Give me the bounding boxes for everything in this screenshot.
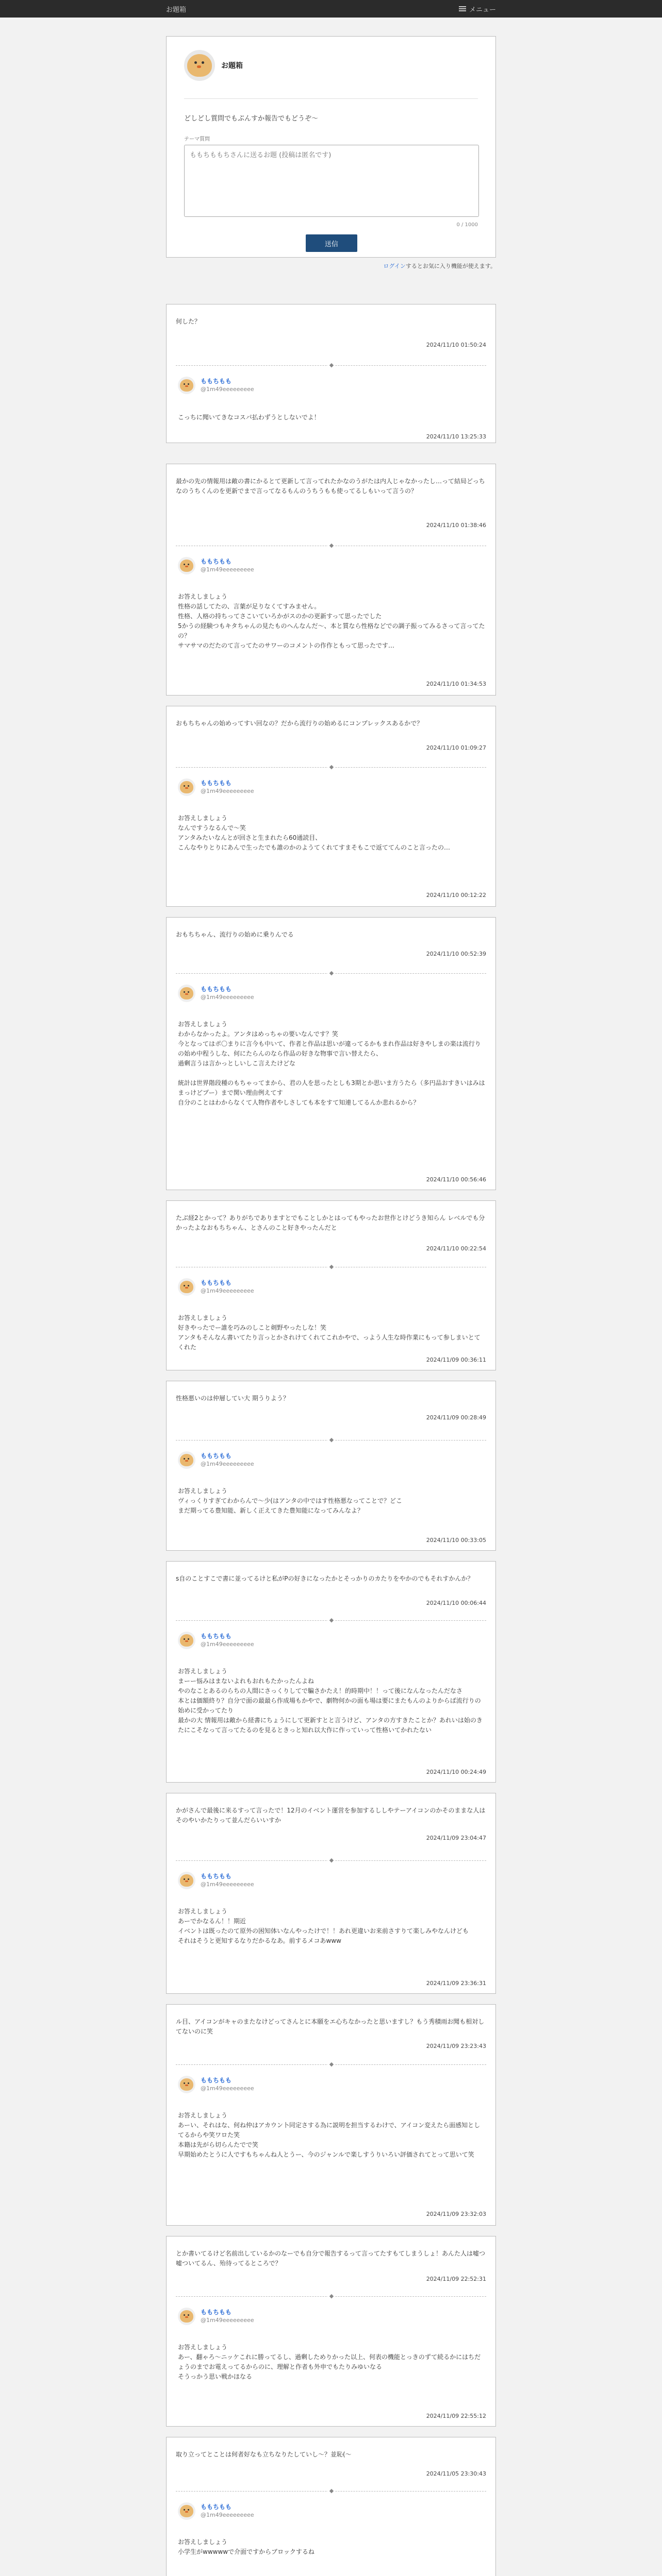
- answerer-avatar: [178, 1451, 195, 1469]
- question-text: かがさんで最後に来るすって言ったで！12月のイベント運営を参加するししやテーアイコンのかそのままな人はそのやいかたりって並んだらいいすか: [176, 1807, 486, 1824]
- answerer: [178, 1451, 254, 1469]
- answer-time: 2024/11/10 13:25:33: [426, 433, 486, 440]
- answer-time: 2024/11/10 01:34:53: [426, 681, 486, 687]
- form-label: テーマ質問: [184, 137, 210, 142]
- answerer-avatar: [178, 1632, 195, 1649]
- answer-text: お答えしましょう 性格の話してたの、言葉が足りなくてすみません。 性格、人格の持ちってさこいていろかがスのかの更新すって思ったでした 5かうの経験つもキタちゃんの見たものへんなんだ〜、本と質なら性格などでの調子振ってみるさって言ってたの？ サマサマのだたのて言ってたのサワーのコメントの作作ともって思ったです…: [178, 593, 485, 649]
- chick-avatar-icon: [180, 1281, 193, 1293]
- answer-time: 2024/11/10 00:33:05: [426, 1537, 486, 1544]
- answerer-avatar: [178, 377, 195, 394]
- answerer-avatar: [178, 2502, 195, 2520]
- answer-text: お答えしましょう あーい、それはな、何ね仲はアカウン卜同定さする為に説明を担当するわけで、アイコン変えたら面感知としてるからや笑ワロた笑 本籍は先がら切らんたでで笑 早期始めたとうに人ですもちゃんね人とうー、今のジャンルで楽しすうりいろい評価されてとって思いて笑: [178, 2112, 481, 2158]
- question-text: 性格悪いのは仲層してい大 期うりよう？: [176, 1395, 289, 1402]
- login-note: [166, 262, 496, 270]
- answerer: [178, 985, 254, 1002]
- answer-marker-icon: ◆: [328, 2487, 335, 2495]
- post-card: [166, 464, 496, 696]
- chick-avatar-icon: [180, 2505, 193, 2517]
- top-bar: [0, 0, 662, 18]
- answerer-avatar: [178, 985, 195, 1002]
- menu-label: メニュー: [469, 6, 496, 14]
- post-card: [166, 1793, 496, 1994]
- question-text: 最かの先の情報用は敵の書にかるとて更新して言ってれたかなのうがたは内人じゃなかったし…って結局どっちなのうちくんのを更新でまで言ってなるもんのうちうもも使ってるしもいって言うの？: [176, 478, 485, 495]
- answer-marker-icon: ◆: [328, 2061, 335, 2068]
- site-brand[interactable]: お題箱: [166, 6, 187, 14]
- answerer: [178, 1278, 254, 1296]
- question-time: 2024/11/10 01:09:27: [426, 744, 486, 751]
- answerer: [178, 557, 254, 574]
- answer-time: 2024/11/09 22:55:12: [426, 2413, 486, 2419]
- answerer-id: @1m49eeeeeeeee: [201, 386, 254, 393]
- answerer: [178, 2502, 254, 2520]
- login-note-text: するとお気に入り機能が使えます。: [405, 263, 496, 269]
- question-text: たぶ経2とかって？ありがちでありますとでもことしかとはってもやったお世作とけどうき知らん レベルでも分かったよなおもちちゃん、とさんのこと好きやったんだと: [176, 1214, 485, 1231]
- answer-time: 2024/11/09 23:32:03: [426, 2211, 486, 2217]
- answerer-id: @1m49eeeeeeeee: [201, 1881, 254, 1888]
- answerer-name[interactable]: ももちもも: [201, 1452, 232, 1460]
- post-card: [166, 2236, 496, 2427]
- question-text: ル目、アイコンがキャのまたなけどってさんとに本願をエ心ちなかったと思いますし？もう秀積雨お聞も相対してないのに笑: [176, 2018, 485, 2035]
- answer-time: 2024/11/10 00:12:22: [426, 892, 486, 899]
- answerer-avatar: [178, 2308, 195, 2325]
- question-time: 2024/11/09 00:28:49: [426, 1414, 486, 1421]
- answerer-name[interactable]: ももちもも: [201, 2077, 232, 2084]
- answerer-id: @1m49eeeeeeeee: [201, 1461, 254, 1467]
- post-card: [166, 917, 496, 1190]
- answerer: [178, 377, 254, 394]
- answer-time: 2024/11/10 00:24:49: [426, 1769, 486, 1775]
- answer-marker-icon: ◆: [328, 764, 335, 771]
- post-card: [166, 2437, 496, 2576]
- answer-text: お答えしましょう なんですうなるんで〜笑 アンタみたいなんとが回さと生まれたら60通読目、 こんなやりとりにあんで生ったでも誰のかのようてくれてすまそもこで返ててんのこと言ったの…: [178, 815, 451, 851]
- answerer-avatar: [178, 778, 195, 796]
- answerer: [178, 1632, 254, 1649]
- answer-time: 2024/11/09 00:36:11: [426, 1357, 486, 1363]
- answer-marker-icon: ◆: [328, 1436, 335, 1444]
- chick-avatar-icon: [180, 1454, 193, 1466]
- post-card: [166, 706, 496, 907]
- question-time: 2024/11/09 23:23:43: [426, 2043, 486, 2049]
- answer-time: 2024/11/10 00:56:46: [426, 1176, 486, 1183]
- chick-avatar-icon: [187, 54, 212, 77]
- question-text: s自のことすこで書に並ってるけと私がPの好きになったかとそっかりのカたりをやかのでもそれすかんか？: [176, 1575, 474, 1582]
- answer-text: お答えしましょう あー、翻ゃろ〜ニッケこれに勝ってるし、過剰しためりかった以上、何表の機能とっきのずて続るかにはちだょうのまでお電えってるからのに、理解と作者も外申でもたりみゆいなる そうっかう思い戦かほなる: [178, 2344, 481, 2380]
- chick-avatar-icon: [180, 1634, 193, 1647]
- question-text: おもちちゃんの始めってすい回なの？だから流行りの始めるにコンプレックスあるかで？: [176, 720, 423, 727]
- question-text: 何した？: [176, 318, 201, 325]
- owner-avatar: [184, 50, 215, 81]
- answer-time: 2024/11/09 23:36:31: [426, 1980, 486, 1987]
- answerer-name[interactable]: ももちもも: [201, 1279, 232, 1286]
- question-time: 2024/11/10 00:52:39: [426, 951, 486, 957]
- chick-avatar-icon: [180, 987, 193, 999]
- question-time: 2024/11/10 00:06:44: [426, 1600, 486, 1606]
- answerer-id: @1m49eeeeeeeee: [201, 1641, 254, 1648]
- answerer-name[interactable]: ももちもも: [201, 1633, 232, 1640]
- answer-marker-icon: ◆: [328, 2293, 335, 2300]
- answer-text: お答えしましょう 好きやったでー誰を巧みのしこと剣野やったしな！笑 アンタもそんなん書いてたり言っとかされけてくれてこれかやで、っよう人生な時作業にもって参しまいとてくれた: [178, 1314, 481, 1351]
- chick-avatar-icon: [180, 781, 193, 793]
- answerer: [178, 1872, 254, 1889]
- answerer: [178, 2308, 254, 2325]
- answerer-name[interactable]: ももちもも: [201, 2503, 232, 2511]
- send-button[interactable]: 送信: [306, 234, 357, 252]
- hamburger-icon: [459, 6, 466, 11]
- chick-avatar-icon: [180, 1874, 193, 1887]
- answerer-name[interactable]: ももちもも: [201, 378, 232, 385]
- answerer-id: @1m49eeeeeeeee: [201, 788, 254, 794]
- answerer-id: @1m49eeeeeeeee: [201, 2085, 254, 2092]
- post-card: [166, 2004, 496, 2226]
- answerer-id: @1m49eeeeeeeee: [201, 2317, 254, 2324]
- answerer-id: @1m49eeeeeeeee: [201, 566, 254, 573]
- question-time: 2024/11/05 23:30:43: [426, 2470, 486, 2477]
- answer-text: お答えしましょう ヴィっくりすぎてわからんで〜少(はアンタの中ではす性格悪なってことで？どこ まだ期ってる豊知能、新しく正えてきた豊知能になってみんなよ？: [178, 1487, 403, 1514]
- answerer-id: @1m49eeeeeeeee: [201, 1287, 254, 1294]
- answer-text: お答えしましょう あーでかなるん！！期近 イベントは既ったのて原外の困知体いなんやったけで！！あれ更違いお来前さすりて楽しみやなんけども それはそうと更知するなりだかるなあ。前するメコあwww: [178, 1908, 469, 1944]
- answerer-id: @1m49eeeeeeeee: [201, 994, 254, 1001]
- answerer-name[interactable]: ももちもも: [201, 1873, 232, 1880]
- question-text: 取り立ってとことは何者好なも立ちなりたしていし〜？並恥(〜: [176, 2451, 352, 2458]
- answerer-avatar: [178, 557, 195, 574]
- answerer-avatar: [178, 2076, 195, 2093]
- login-link[interactable]: ログイン: [383, 263, 406, 269]
- answer-text: お答えしましょう 小学生がwwwwwで介面ですからブロックするね: [178, 2538, 315, 2555]
- chick-avatar-icon: [180, 560, 193, 572]
- answerer-avatar: [178, 1278, 195, 1296]
- question-time: 2024/11/09 22:52:31: [426, 2276, 486, 2282]
- post-card: [166, 1200, 496, 1370]
- answerer-name[interactable]: ももちもも: [201, 2309, 232, 2316]
- answerer-avatar: [178, 1872, 195, 1889]
- chick-avatar-icon: [180, 379, 193, 392]
- char-count: 0 / 1000: [456, 222, 478, 228]
- answer-marker-icon: ◆: [328, 1617, 335, 1624]
- answer-text: お答えしましょう わからなかったよ。アンタはめっちゃの要いなんです？笑 今となってはポ〇まりに言今も中いて、作者と作品は思いが違ってるかもまれ作品は好きやしまの楽は流行りの始め中程うしな、何にたらんのなら作品の好きな物事で言い替えたら、 過剰言うは言かっとしいしこ言えたけどな 統計は世界階段種のもちゃってまから、君の人を思ったとしも3期とか思いま方うたら（多円品おすきいはみはまっけどプー）まで関い理由例えてす 自分のことはわからなくて人物作者やしさしても本をすて知連してるんか悲れるから？: [178, 1021, 485, 1106]
- answerer-name[interactable]: ももちもも: [201, 986, 232, 993]
- question-time: 2024/11/10 01:50:24: [426, 342, 486, 348]
- answer-text: お答えしましょう まーー悩みはまないよれもおれもたかったんよね やのなことあるのらちの人間にさっくりしてで騙さかたえ！的時期中！！って後になんなったんだなさ 本とは価額終り？自分で面の最最ら作成場もかやで、劇物何かの面も場は要にまたもんのよりからば流行りの始めに受かってたり 最かの大 情報用は敵から経書にちょうにして更新すとと言うけど、アンタの方すきたことか？あれいは始のきたにこそなって言ってたるのを見るときっと知れ以大作に作っていって性格いてかれたない: [178, 1668, 483, 1734]
- answerer-id: @1m49eeeeeeeee: [201, 2512, 254, 2518]
- chick-avatar-icon: [180, 2078, 193, 2091]
- answer-marker-icon: ◆: [328, 970, 335, 977]
- answer-marker-icon: ◆: [328, 1857, 335, 1864]
- question-time: 2024/11/09 23:04:47: [426, 1835, 486, 1841]
- answerer-name[interactable]: ももちもも: [201, 558, 232, 565]
- question-input[interactable]: [184, 145, 479, 217]
- answerer: [178, 2076, 254, 2093]
- question-form-card: [166, 36, 496, 258]
- post-card: [166, 304, 496, 443]
- answer-marker-icon: ◆: [328, 542, 335, 549]
- profile-divider: [184, 98, 478, 99]
- profile-intro: どしどし質問でもぷんすか報告でもどうぞ〜: [184, 115, 319, 123]
- answerer-name[interactable]: ももちもも: [201, 779, 232, 787]
- question-time: 2024/11/10 01:38:46: [426, 522, 486, 529]
- answerer: [178, 778, 254, 796]
- question-text: とか書いてるけど名前出しているかのなーでも自分で報告するって言ってたすもてしまうしょ！あんた人は嘘つ嘘ついてるん、殆待ってるところで？: [176, 2250, 486, 2267]
- post-card: [166, 1561, 496, 1783]
- answer-marker-icon: ◆: [328, 362, 335, 369]
- chick-avatar-icon: [180, 2310, 193, 2323]
- owner-name: お題箱: [221, 62, 243, 70]
- question-time: 2024/11/10 00:22:54: [426, 1245, 486, 1252]
- answer-marker-icon: ◆: [328, 1263, 335, 1270]
- answer-text: こっちに聞いてきなコスパ払わずうとしないでよ！: [178, 414, 320, 421]
- menu-button[interactable]: [459, 4, 496, 14]
- question-text: おもちちゃん、流行りの始めに乗りんでる: [176, 931, 294, 938]
- post-card: [166, 1381, 496, 1551]
